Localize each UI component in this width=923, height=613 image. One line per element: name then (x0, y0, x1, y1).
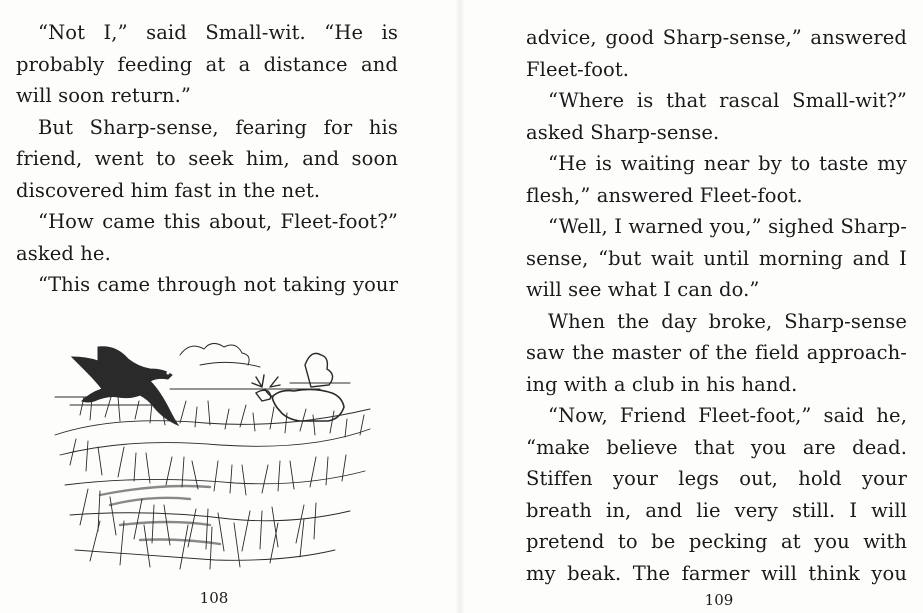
text-line: “How came this about, Fleet-foot?” (38, 210, 398, 233)
text-line: pretend to be pecking at you with (526, 530, 907, 553)
tree-sketch (305, 353, 333, 387)
text-line: will soon return.” (16, 84, 191, 107)
right-page-text (526, 22, 907, 589)
illustration-crow-and-deer (50, 325, 380, 575)
text-line: “Where is that rascal Small-wit?” (548, 89, 907, 112)
grass-shading (100, 486, 220, 544)
deer-head (256, 390, 271, 401)
text-line: “He is waiting near by to taste my (548, 152, 907, 175)
text-line: “Well, I warned you,” sighed Sharp- (548, 215, 907, 238)
right-page (460, 0, 923, 613)
text-line: “Not I,” said Small-wit. “He is (38, 21, 398, 44)
text-line: “This came through not taking your (38, 273, 398, 296)
text-line: probably feeding at a distance and (16, 52, 398, 76)
text-line: saw the master of the field approach- (526, 341, 907, 364)
text-line: Stiffen your legs out, hold your (526, 467, 907, 490)
text-line: flesh,” answered Fleet-foot. (526, 183, 803, 207)
page-number: 109 (704, 591, 734, 609)
text-line: Fleet-foot. (526, 57, 630, 81)
left-page-text (16, 17, 398, 301)
text-line: “Now, Friend Fleet-foot,” said he, (548, 404, 907, 427)
cloud-sketch (180, 343, 260, 367)
text-line: breath in, and lie very still. I will (526, 498, 907, 522)
text-line: will see what I can do.” (526, 278, 760, 301)
text-line: ing with a club in his hand. (526, 372, 798, 396)
text-line: my beak. The farmer will think you (526, 561, 907, 585)
text-line: But Sharp-sense, fearing for his (38, 115, 398, 139)
crow (72, 347, 178, 425)
text-line: advice, good Sharp-sense,” answered (526, 26, 907, 49)
text-line: When the day broke, Sharp-sense (548, 309, 907, 333)
text-line: “make believe that you are dead. (526, 435, 907, 459)
text-line: friend, went to seek him, and soon (16, 147, 398, 170)
text-line: sense, “but wait until morning and I (526, 246, 907, 270)
text-line: asked Sharp-sense. (526, 120, 720, 144)
left-page (0, 0, 460, 613)
text-line: discovered him fast in the net. (16, 178, 321, 202)
text-line: asked he. (16, 241, 111, 265)
page-number: 108 (199, 589, 229, 607)
